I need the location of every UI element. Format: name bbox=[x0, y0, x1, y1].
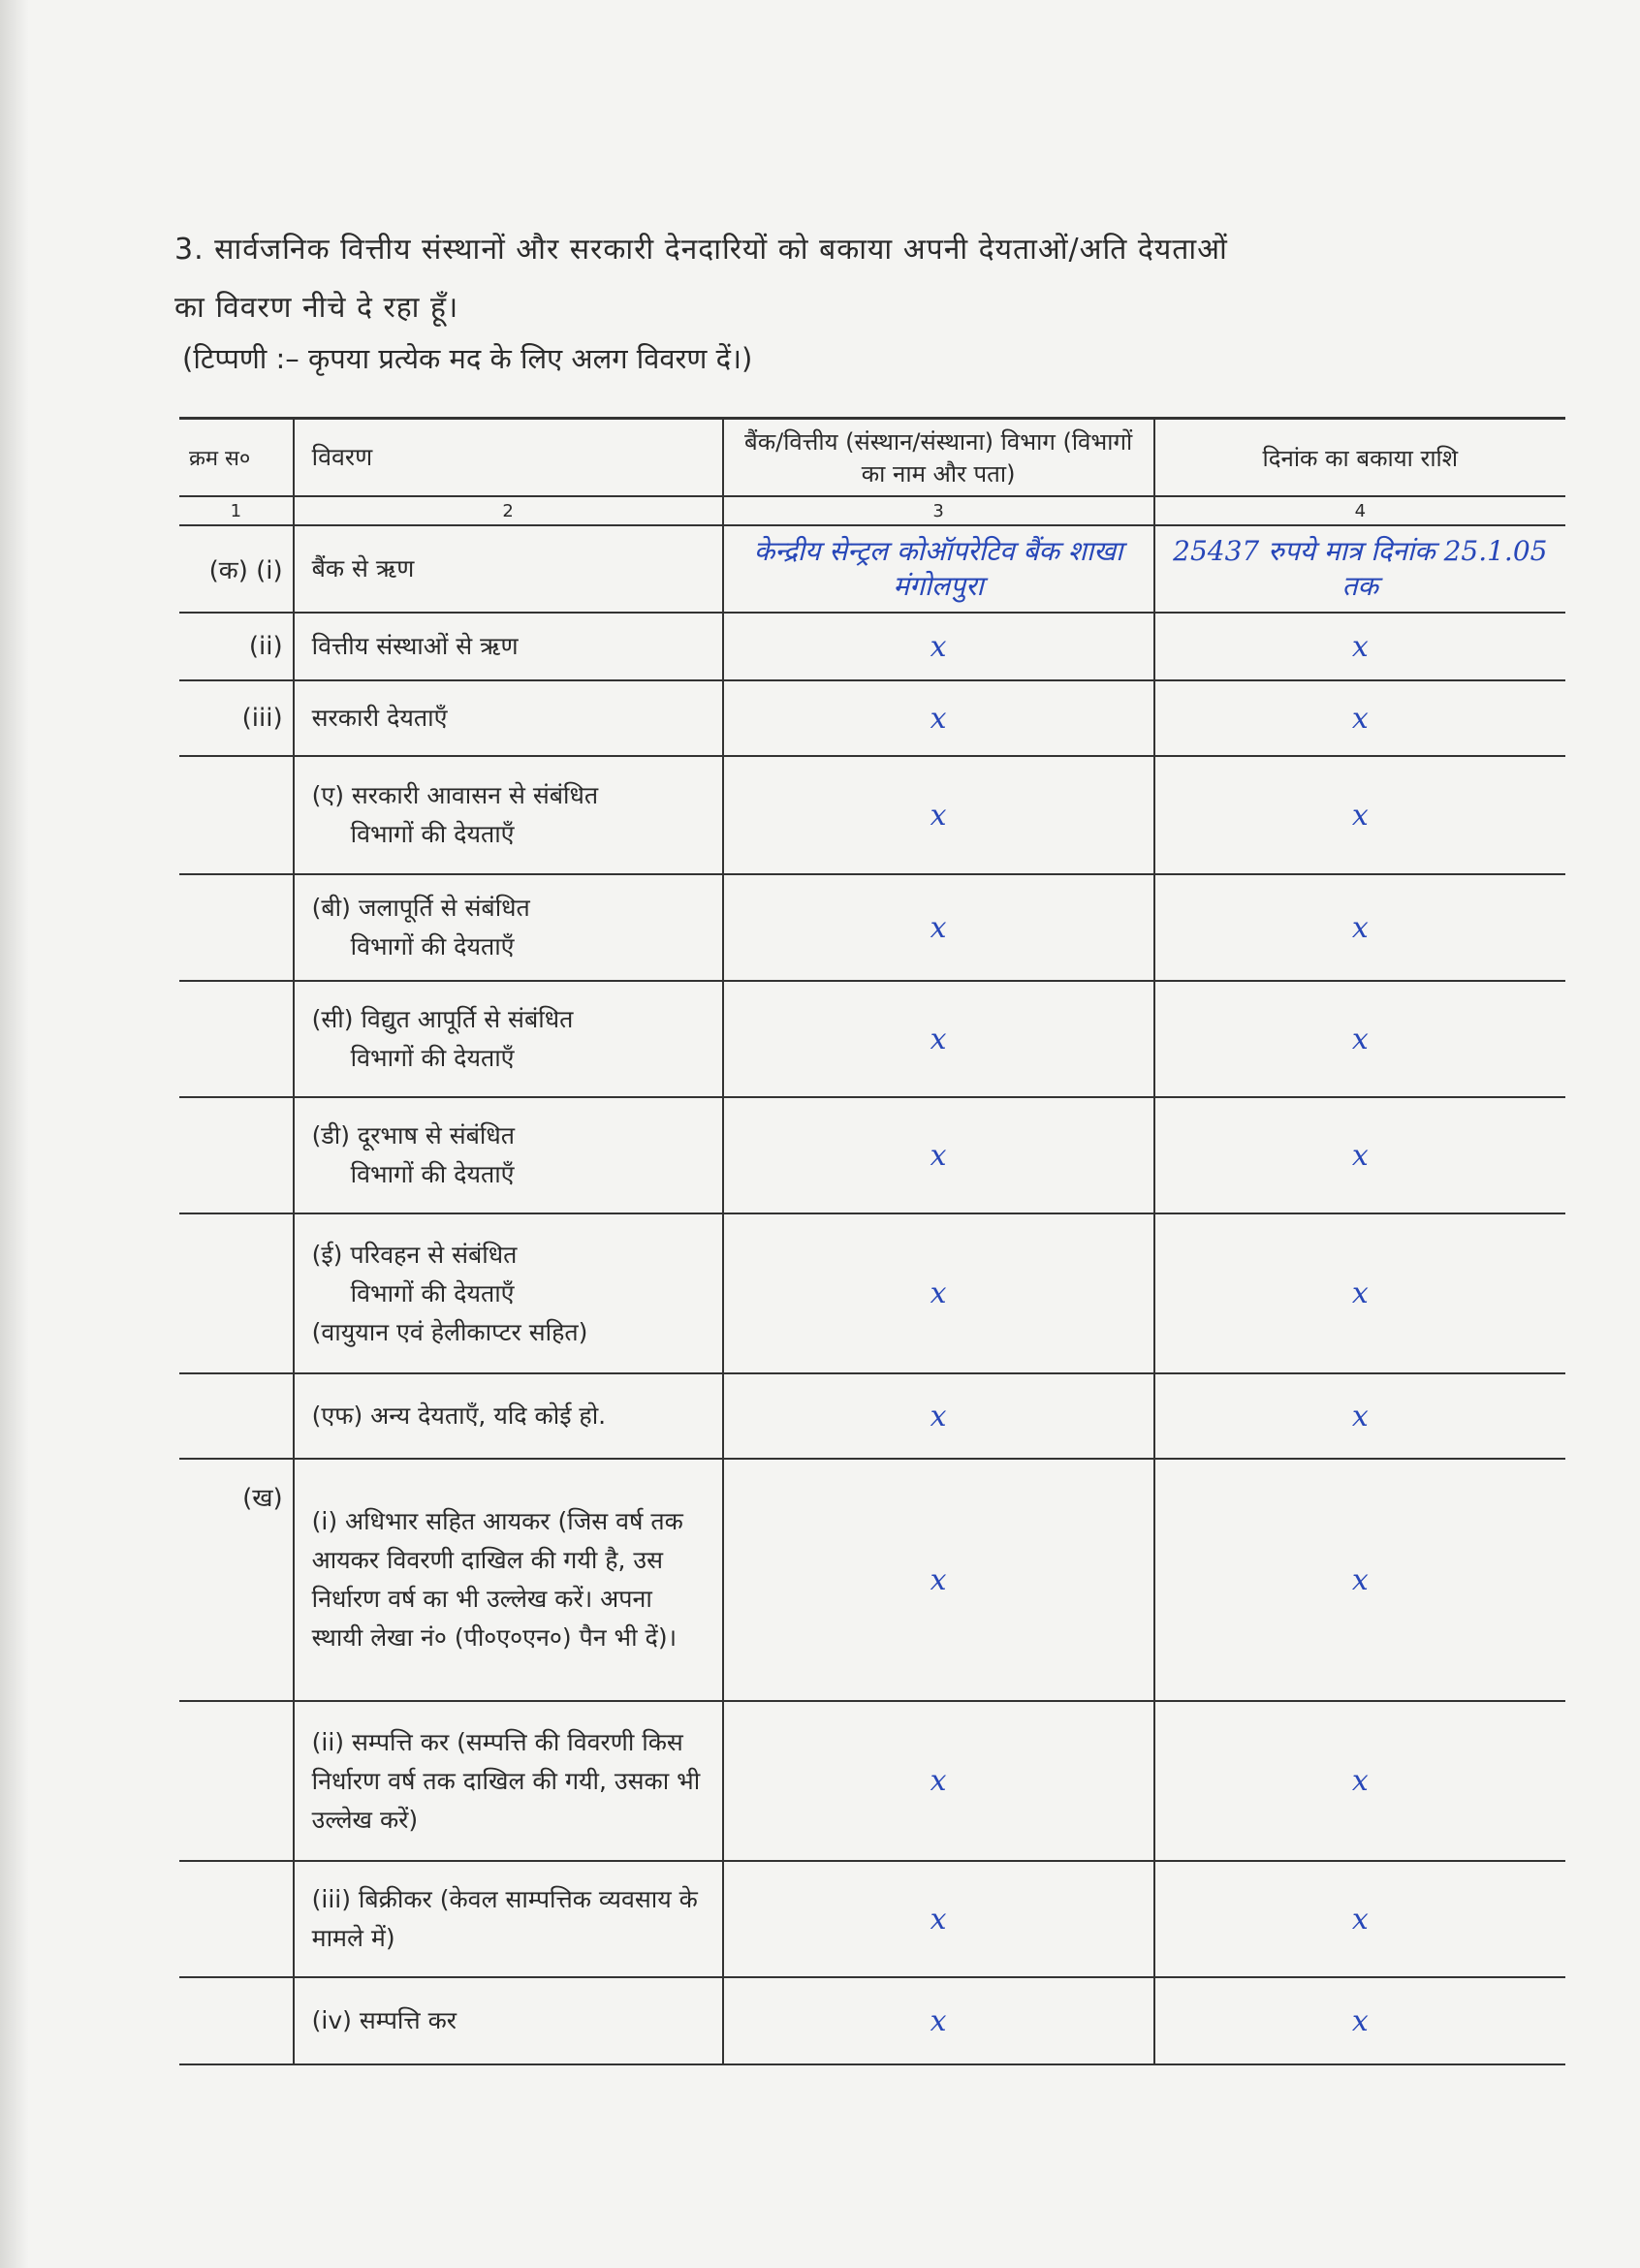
row-serial bbox=[179, 1373, 294, 1459]
cross-mark: x bbox=[1154, 1459, 1565, 1701]
cross-mark: x bbox=[1154, 1701, 1565, 1861]
row-serial bbox=[179, 1213, 294, 1373]
row-description bbox=[294, 981, 723, 1097]
row-description: (iv) सम्पत्ति कर bbox=[294, 1977, 723, 2064]
row-description-line: (डी) दूरभाष से संबंधित bbox=[311, 1121, 515, 1150]
row-description: बैंक से ऋण bbox=[294, 525, 723, 613]
table-row bbox=[179, 1373, 1565, 1459]
cross-mark: x bbox=[723, 1701, 1154, 1861]
row-description-line: (सी) विद्युत आपूर्ति से संबंधित bbox=[311, 1005, 574, 1033]
row-description-line: (ए) सरकारी आवासन से संबंधित bbox=[311, 781, 599, 809]
row-description-line: (ई) परिवहन से संबंधित bbox=[311, 1240, 518, 1269]
col-number-3: 3 bbox=[723, 496, 1154, 525]
table-row bbox=[179, 1459, 1565, 1701]
row-serial bbox=[179, 981, 294, 1097]
table-row bbox=[179, 680, 1565, 756]
row-description: (एफ) अन्य देयताएँ, यदि कोई हो. bbox=[294, 1373, 723, 1459]
row-serial bbox=[179, 874, 294, 981]
cross-mark: x bbox=[723, 1459, 1154, 1701]
cross-mark: x bbox=[723, 1213, 1154, 1373]
note-text: (टिप्पणी :– कृपया प्रत्येक मद के लिए अलग विवरण दें।) bbox=[182, 342, 753, 375]
header-amount: दिनांक का बकाया राशि bbox=[1154, 419, 1565, 497]
cross-mark: x bbox=[1154, 874, 1565, 981]
cross-mark: x bbox=[723, 1373, 1154, 1459]
col-number-4: 4 bbox=[1154, 496, 1565, 525]
table-row bbox=[179, 874, 1565, 981]
table-row bbox=[179, 1097, 1565, 1213]
row-description-line: (बी) जलापूर्ति से संबंधित bbox=[311, 894, 530, 922]
row-serial bbox=[179, 1977, 294, 2064]
table-row bbox=[179, 1701, 1565, 1861]
table-row bbox=[179, 1213, 1565, 1373]
row-serial: (क) (i) bbox=[179, 525, 294, 613]
page-edge bbox=[0, 0, 29, 2268]
cross-mark: x bbox=[1154, 1097, 1565, 1213]
row-description-line: विभागों की देयताएँ bbox=[350, 1278, 515, 1307]
cross-mark: x bbox=[1154, 680, 1565, 756]
row-description bbox=[294, 756, 723, 874]
cross-mark: x bbox=[723, 756, 1154, 874]
row-description: सरकारी देयताएँ bbox=[294, 680, 723, 756]
table-row bbox=[179, 756, 1565, 874]
row-description-line: विभागों की देयताएँ bbox=[350, 1160, 515, 1188]
row-serial bbox=[179, 756, 294, 874]
heading-line-2: का विवरण नीचे दे रहा हूँ। bbox=[174, 291, 459, 325]
table-row bbox=[179, 525, 1565, 613]
table-row bbox=[179, 613, 1565, 680]
table-row bbox=[179, 1977, 1565, 2064]
row-description bbox=[294, 1213, 723, 1373]
cross-mark: x bbox=[723, 680, 1154, 756]
row-serial: (ii) bbox=[179, 613, 294, 680]
cross-mark: x bbox=[1154, 1861, 1565, 1977]
cross-mark: x bbox=[1154, 981, 1565, 1097]
cross-mark: x bbox=[723, 981, 1154, 1097]
row-serial bbox=[179, 1701, 294, 1861]
cross-mark: x bbox=[1154, 1373, 1565, 1459]
row-serial: (ख) bbox=[179, 1459, 294, 1701]
row-description-line: विभागों की देयताएँ bbox=[350, 1044, 515, 1072]
row-description bbox=[294, 1097, 723, 1213]
cross-mark: x bbox=[1154, 756, 1565, 874]
table-row bbox=[179, 981, 1565, 1097]
cross-mark: x bbox=[1154, 1213, 1565, 1373]
cross-mark: x bbox=[723, 1861, 1154, 1977]
cross-mark: x bbox=[723, 613, 1154, 680]
handwritten-amount: 25437 रुपये मात्र दिनांक 25.1.05 तक bbox=[1154, 525, 1565, 613]
heading-line-1: 3. सार्वजनिक वित्तीय संस्थानों और सरकारी देनदारियों को बकाया अपनी देयताओं/अति देयताओं bbox=[174, 233, 1228, 267]
cross-mark: x bbox=[723, 1977, 1154, 2064]
row-description: वित्तीय संस्थाओं से ऋण bbox=[294, 613, 723, 680]
col-number-1: 1 bbox=[179, 496, 294, 525]
column-number-row bbox=[179, 496, 1565, 525]
row-description-line: विभागों की देयताएँ bbox=[350, 820, 515, 848]
row-description-line: (वायुयान एवं हेलीकाप्टर सहित) bbox=[311, 1317, 588, 1346]
liabilities-table bbox=[179, 417, 1565, 2065]
row-description: (i) अधिभार सहित आयकर (जिस वर्ष तक आयकर विवरणी दाखिल की गयी है, उस निर्धारण वर्ष का भी उल्लेख करें। अपना स्थायी लेखा नं० (पी०ए०एन०) पैन भी दें)। bbox=[294, 1459, 723, 1701]
header-serial: क्रम स० bbox=[179, 419, 294, 497]
row-description: (iii) बिक्रीकर (केवल साम्पत्तिक व्यवसाय के मामले में) bbox=[294, 1861, 723, 1977]
col-number-2: 2 bbox=[294, 496, 723, 525]
row-description-line: विभागों की देयताएँ bbox=[350, 932, 515, 961]
cross-mark: x bbox=[723, 874, 1154, 981]
row-serial: (iii) bbox=[179, 680, 294, 756]
handwritten-institution: केन्द्रीय सेन्ट्रल कोऑपरेटिव बैंक शाखा मंगोलपुरा bbox=[723, 525, 1154, 613]
section-heading bbox=[174, 221, 1531, 337]
header-institution: बैंक/वित्तीय (संस्थान/संस्थाना) विभाग (विभागों का नाम और पता) bbox=[723, 419, 1154, 497]
row-description bbox=[294, 874, 723, 981]
row-serial bbox=[179, 1861, 294, 1977]
header-description: विवरण bbox=[294, 419, 723, 497]
table-row bbox=[179, 1861, 1565, 1977]
cross-mark: x bbox=[723, 1097, 1154, 1213]
cross-mark: x bbox=[1154, 613, 1565, 680]
header-row bbox=[179, 419, 1565, 497]
cross-mark: x bbox=[1154, 1977, 1565, 2064]
row-description: (ii) सम्पत्ति कर (सम्पत्ति की विवरणी किस निर्धारण वर्ष तक दाखिल की गयी, उसका भी उल्लेख करें) bbox=[294, 1701, 723, 1861]
row-serial bbox=[179, 1097, 294, 1213]
